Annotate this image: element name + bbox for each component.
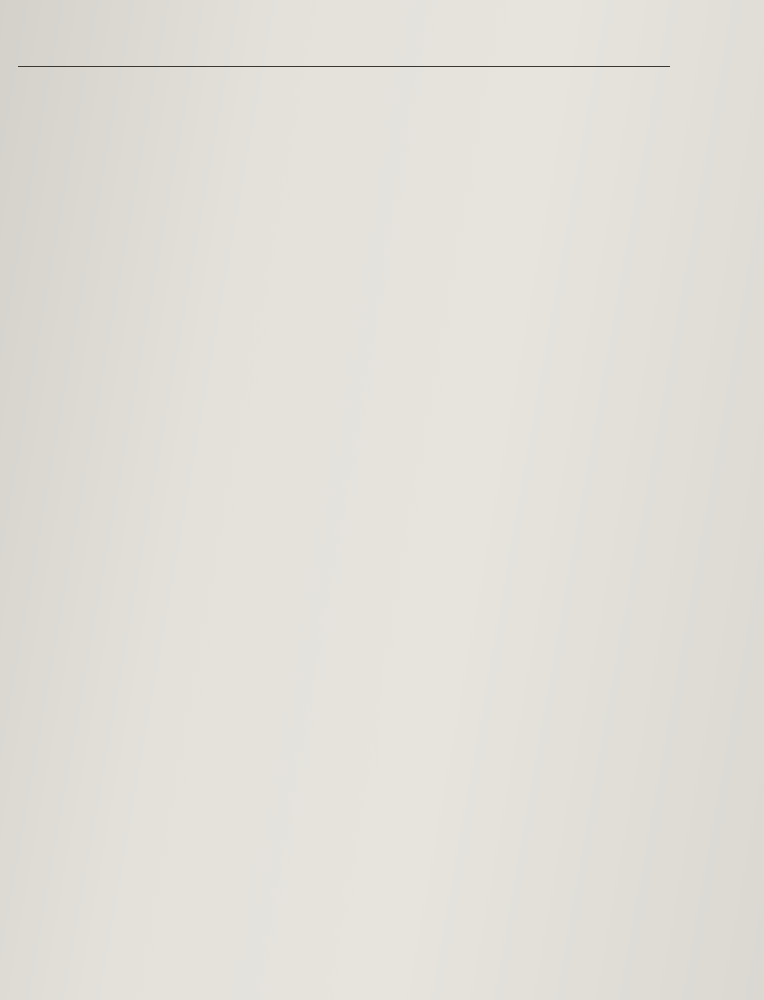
header-rule — [18, 66, 670, 67]
